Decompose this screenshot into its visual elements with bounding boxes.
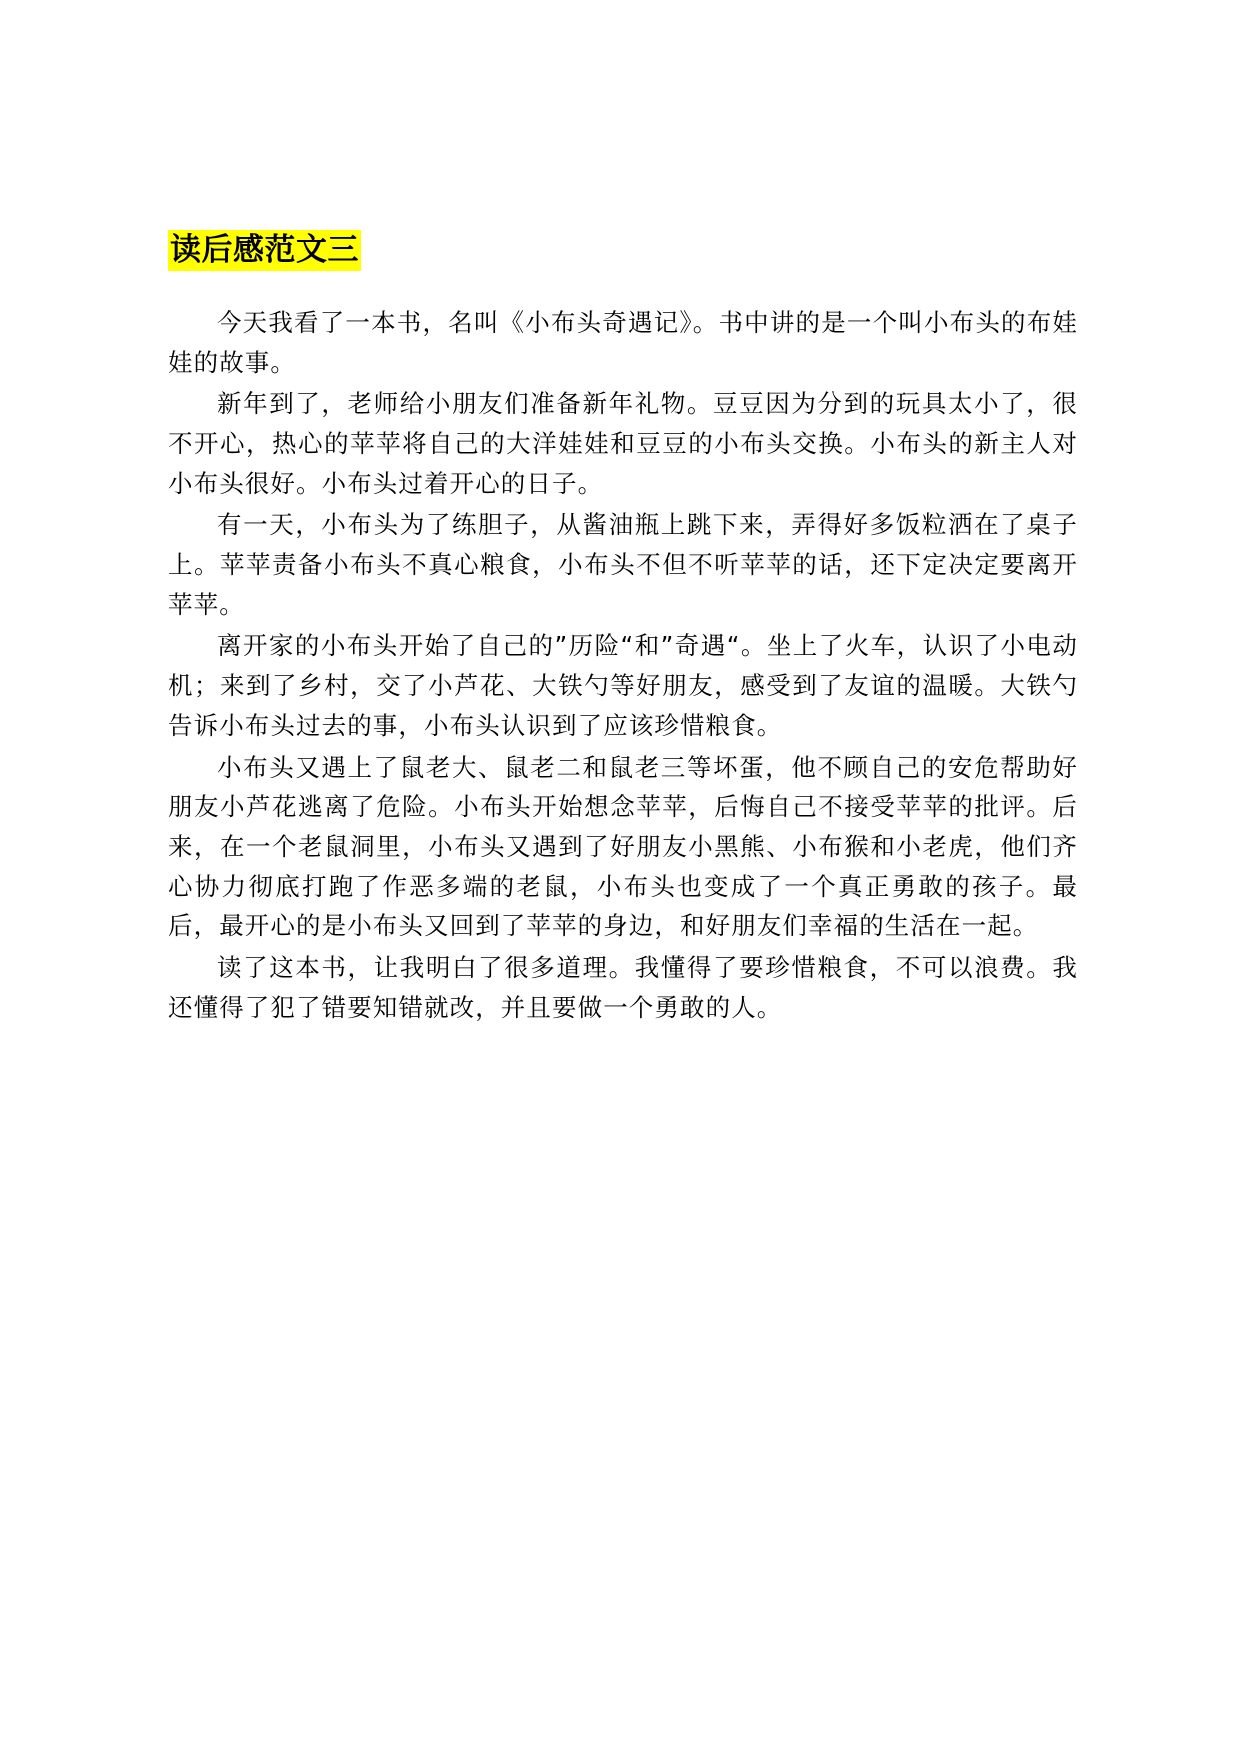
page-title [168,228,361,273]
paragraph: 小布头又遇上了鼠老大、鼠老二和鼠老三等坏蛋，他不顾自己的安危帮助好朋友小芦花逃离了危险。小布头开始想念苹苹，后悔自己不接受苹苹的批评。后来，在一个老鼠洞里，小布头又遇到了好朋友小黑熊、小布猴和小老虎，他们齐心协力彻底打跑了作恶多端的老鼠，小布头也变成了一个真正勇敢的孩子。最后，最开心的是小布头又回到了苹苹的身边，和好朋友们幸福的生活在一起。 [168,752,1078,941]
paragraph: 新年到了，老师给小朋友们准备新年礼物。豆豆因为分到的玩具太小了，很不开心，热心的苹苹将自己的大洋娃娃和豆豆的小布头交换。小布头的新主人对小布头很好。小布头过着开心的日子。 [168,389,1078,498]
paragraph: 今天我看了一本书，名叫《小布头奇遇记》。书中讲的是一个叫小布头的布娃娃的故事。 [168,307,1078,377]
page-title-text: 读后感范文三 [168,230,361,271]
document-body [168,228,1078,1029]
paragraph: 有一天，小布头为了练胆子，从酱油瓶上跳下来，弄得好多饭粒洒在了桌子上。苹苹责备小布头不真心粮食，小布头不但不听苹苹的话，还下定决定要离开苹苹。 [168,510,1078,619]
paragraph: 读了这本书，让我明白了很多道理。我懂得了要珍惜粮食，不可以浪费。我还懂得了犯了错要知错就改，并且要做一个勇敢的人。 [168,952,1078,1022]
paragraph: 离开家的小布头开始了自己的”历险“和”奇遇“。坐上了火车，认识了小电动机；来到了乡村，交了小芦花、大铁勺等好朋友，感受到了友谊的温暖。大铁勺告诉小布头过去的事，小布头认识到了应该珍惜粮食。 [168,631,1078,740]
